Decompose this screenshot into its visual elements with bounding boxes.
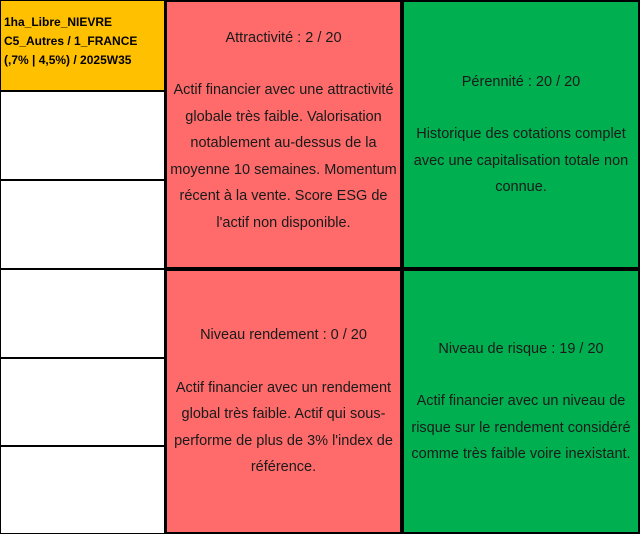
attractiveness-panel[interactable] (165, 0, 402, 269)
yield-panel[interactable] (165, 269, 402, 534)
asset-id-line-2: C5_Autres / 1_FRANCE (4, 34, 138, 48)
sustainability-panel[interactable] (402, 0, 640, 269)
risk-panel[interactable] (402, 269, 640, 534)
empty-cell[interactable] (0, 446, 165, 534)
attractiveness-score: Attractivité : 2 / 20 (225, 29, 342, 46)
sustainability-score: Pérennité : 20 / 20 (461, 73, 581, 90)
risk-description: Actif financier avec un niveau de risque sur le rendement considéré comme très faible voire inexistant. (411, 393, 631, 462)
asset-id-line-1: 1ha_Libre_NIEVRE (4, 15, 113, 29)
empty-cell[interactable] (0, 358, 165, 446)
risk-score: Niveau de risque : 19 / 20 (438, 340, 604, 357)
asset-id-line-3: (,7% | 4,5%) / 2025W35 (4, 53, 132, 67)
yield-description: Actif financier avec un rendement global très faible. Actif qui sous-performe de plus de 3% l'index de référence. (174, 379, 393, 476)
attractiveness-description: Actif financier avec une attractivité globale très faible. Valorisation notablement au-dessus de la moyenne 10 semaines. Momentum récent à la vente. Score ESG de l'actif non disponible. (170, 82, 397, 231)
empty-cell[interactable] (0, 180, 165, 269)
sustainability-description: Historique des cotations complet avec une capitalisation totale non connue. (413, 126, 629, 195)
asset-identifier-cell[interactable] (0, 0, 165, 91)
yield-score: Niveau rendement : 0 / 20 (200, 327, 367, 344)
empty-cell[interactable] (0, 91, 165, 180)
empty-cell[interactable] (0, 269, 165, 358)
